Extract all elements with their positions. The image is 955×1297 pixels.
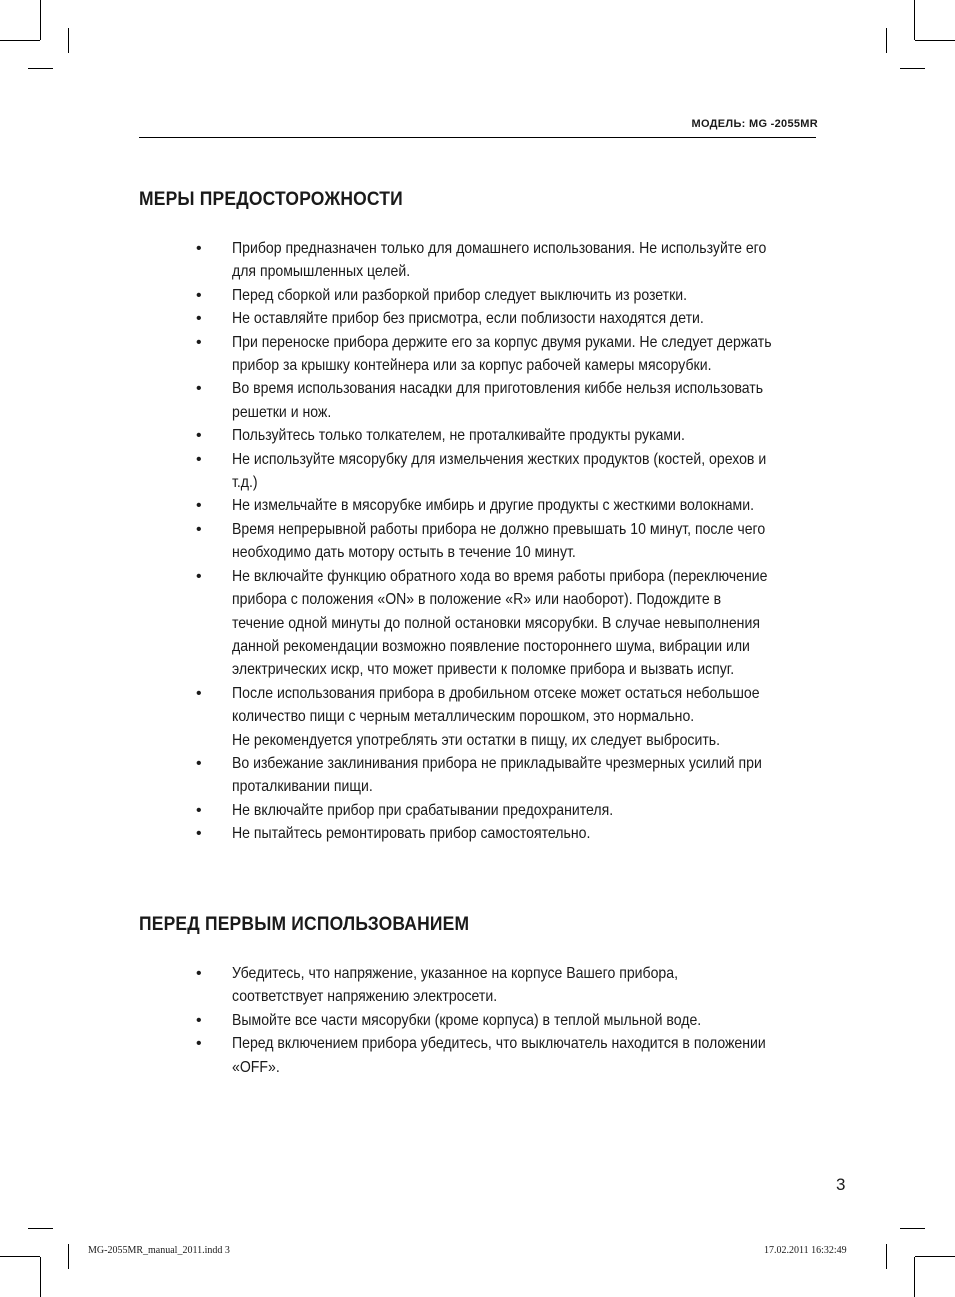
list-item: • Не включайте функцию обратного хода во время работы прибора (переключение прибора с положения «ON» в положение «R» или наоборот). Подождите в течение одной минуты до полной остановки мясорубки. В случае невыполнения данной рекомендации возможно появление постороннего шума, вибрации или электрических искр, что может привести к поломке прибора и вызвать испуг. <box>0 565 832 682</box>
page-number: 3 <box>836 1175 846 1194</box>
list-item: • Во время использования насадки для приготовления киббе нельзя использовать решетки и нож. <box>0 377 832 424</box>
list-item: • Во избежание заклинивания прибора не прикладывайте чрезмерных усилий при проталкивании пищи. <box>0 752 832 799</box>
bullet-icon: • <box>196 427 202 445</box>
first-use-list <box>0 962 955 1079</box>
list-item: • Пользуйтесь только толкателем, не проталкивайте продукты руками. <box>0 424 832 447</box>
bullet-icon: • <box>196 754 202 772</box>
precautions-list <box>0 237 955 846</box>
crop-mark-top-right-v <box>914 0 915 40</box>
precautions-title: МЕРЫ ПРЕДОСТОРОЖНОСТИ <box>139 189 403 210</box>
header-divider <box>139 137 816 138</box>
bullet-icon: • <box>196 684 202 702</box>
list-item: • Перед включением прибора убедитесь, что выключатель находится в положении «OFF». <box>0 1032 832 1079</box>
list-item: • Не используйте мясорубку для измельчения жестких продуктов (костей, орехов и т.д.) <box>0 448 832 495</box>
crop-mark-top-left-h <box>0 40 40 41</box>
footer-filename: MG-2055MR_manual_2011.indd 3 <box>88 1245 230 1256</box>
crop-mark-bottom-right-h2 <box>900 1228 925 1229</box>
crop-mark-top-right-v2 <box>886 28 887 53</box>
bullet-icon: • <box>196 801 202 819</box>
bullet-icon: • <box>196 1011 202 1029</box>
list-item: • Не включайте прибор при срабатывании предохранителя. <box>0 799 832 822</box>
crop-mark-bottom-left-h <box>0 1256 40 1257</box>
list-item: • Вымойте все части мясорубки (кроме корпуса) в теплой мыльной воде. <box>0 1009 832 1032</box>
crop-mark-top-left-h2 <box>28 68 53 69</box>
bullet-icon: • <box>196 497 202 515</box>
list-item: • При переноске прибора держите его за корпус двумя руками. Не следует держать прибор за крышку контейнера или за корпус рабочей камеры мясорубки. <box>0 331 832 378</box>
bullet-icon: • <box>196 520 202 538</box>
bullet-icon: • <box>196 310 202 328</box>
list-item: • Не измельчайте в мясорубке имбирь и другие продукты с жесткими волокнами. <box>0 494 832 517</box>
bullet-icon: • <box>196 286 202 304</box>
bullet-icon: • <box>196 567 202 585</box>
list-item: • Время непрерывной работы прибора не должно превышать 10 минут, после чего необходимо дать мотору остыть в течение 10 минут. <box>0 518 832 565</box>
crop-mark-top-right-h2 <box>900 68 925 69</box>
bullet-icon: • <box>196 450 202 468</box>
list-item: • Перед сборкой или разборкой прибор следует выключить из розетки. <box>0 284 832 307</box>
list-item: • Не оставляйте прибор без присмотра, если поблизости находятся дети. <box>0 307 832 330</box>
crop-mark-top-left-v <box>40 0 41 40</box>
footer-datetime: 17.02.2011 16:32:49 <box>764 1245 847 1256</box>
crop-mark-bottom-right-v2 <box>886 1244 887 1269</box>
bullet-icon: • <box>196 965 202 982</box>
crop-mark-bottom-right-h <box>915 1256 955 1257</box>
crop-mark-bottom-right-v <box>914 1257 915 1297</box>
crop-mark-bottom-left-v <box>40 1257 41 1297</box>
bullet-icon: • <box>196 380 202 398</box>
crop-mark-bottom-left-v2 <box>68 1244 69 1269</box>
crop-mark-top-right-h <box>915 40 955 41</box>
list-item: • Убедитесь, что напряжение, указанное на корпусе Вашего прибора, соответствует напряжению электросети. <box>0 962 832 1009</box>
list-item: • После использования прибора в дробильном отсеке может остаться небольшое количество пищи с черным металлическим порошком, это нормально. Не рекомендуется употреблять эти остатки в пищу, их следует выбросить. <box>0 682 832 752</box>
list-item: • Прибор предназначен только для домашнего использования. Не используйте его для промышленных целей. <box>0 237 832 284</box>
bullet-icon: • <box>196 1035 202 1053</box>
bullet-icon: • <box>196 825 202 843</box>
bullet-icon: • <box>196 240 202 257</box>
first-use-title: ПЕРЕД ПЕРВЫМ ИСПОЛЬЗОВАНИЕМ <box>139 914 470 935</box>
list-item: • Не пытайтесь ремонтировать прибор самостоятельно. <box>0 822 832 845</box>
crop-mark-bottom-left-h2 <box>28 1228 53 1229</box>
bullet-icon: • <box>196 333 202 351</box>
crop-mark-top-left-v2 <box>68 28 69 53</box>
model-header: МОДЕЛЬ: MG -2055MR <box>691 118 818 130</box>
